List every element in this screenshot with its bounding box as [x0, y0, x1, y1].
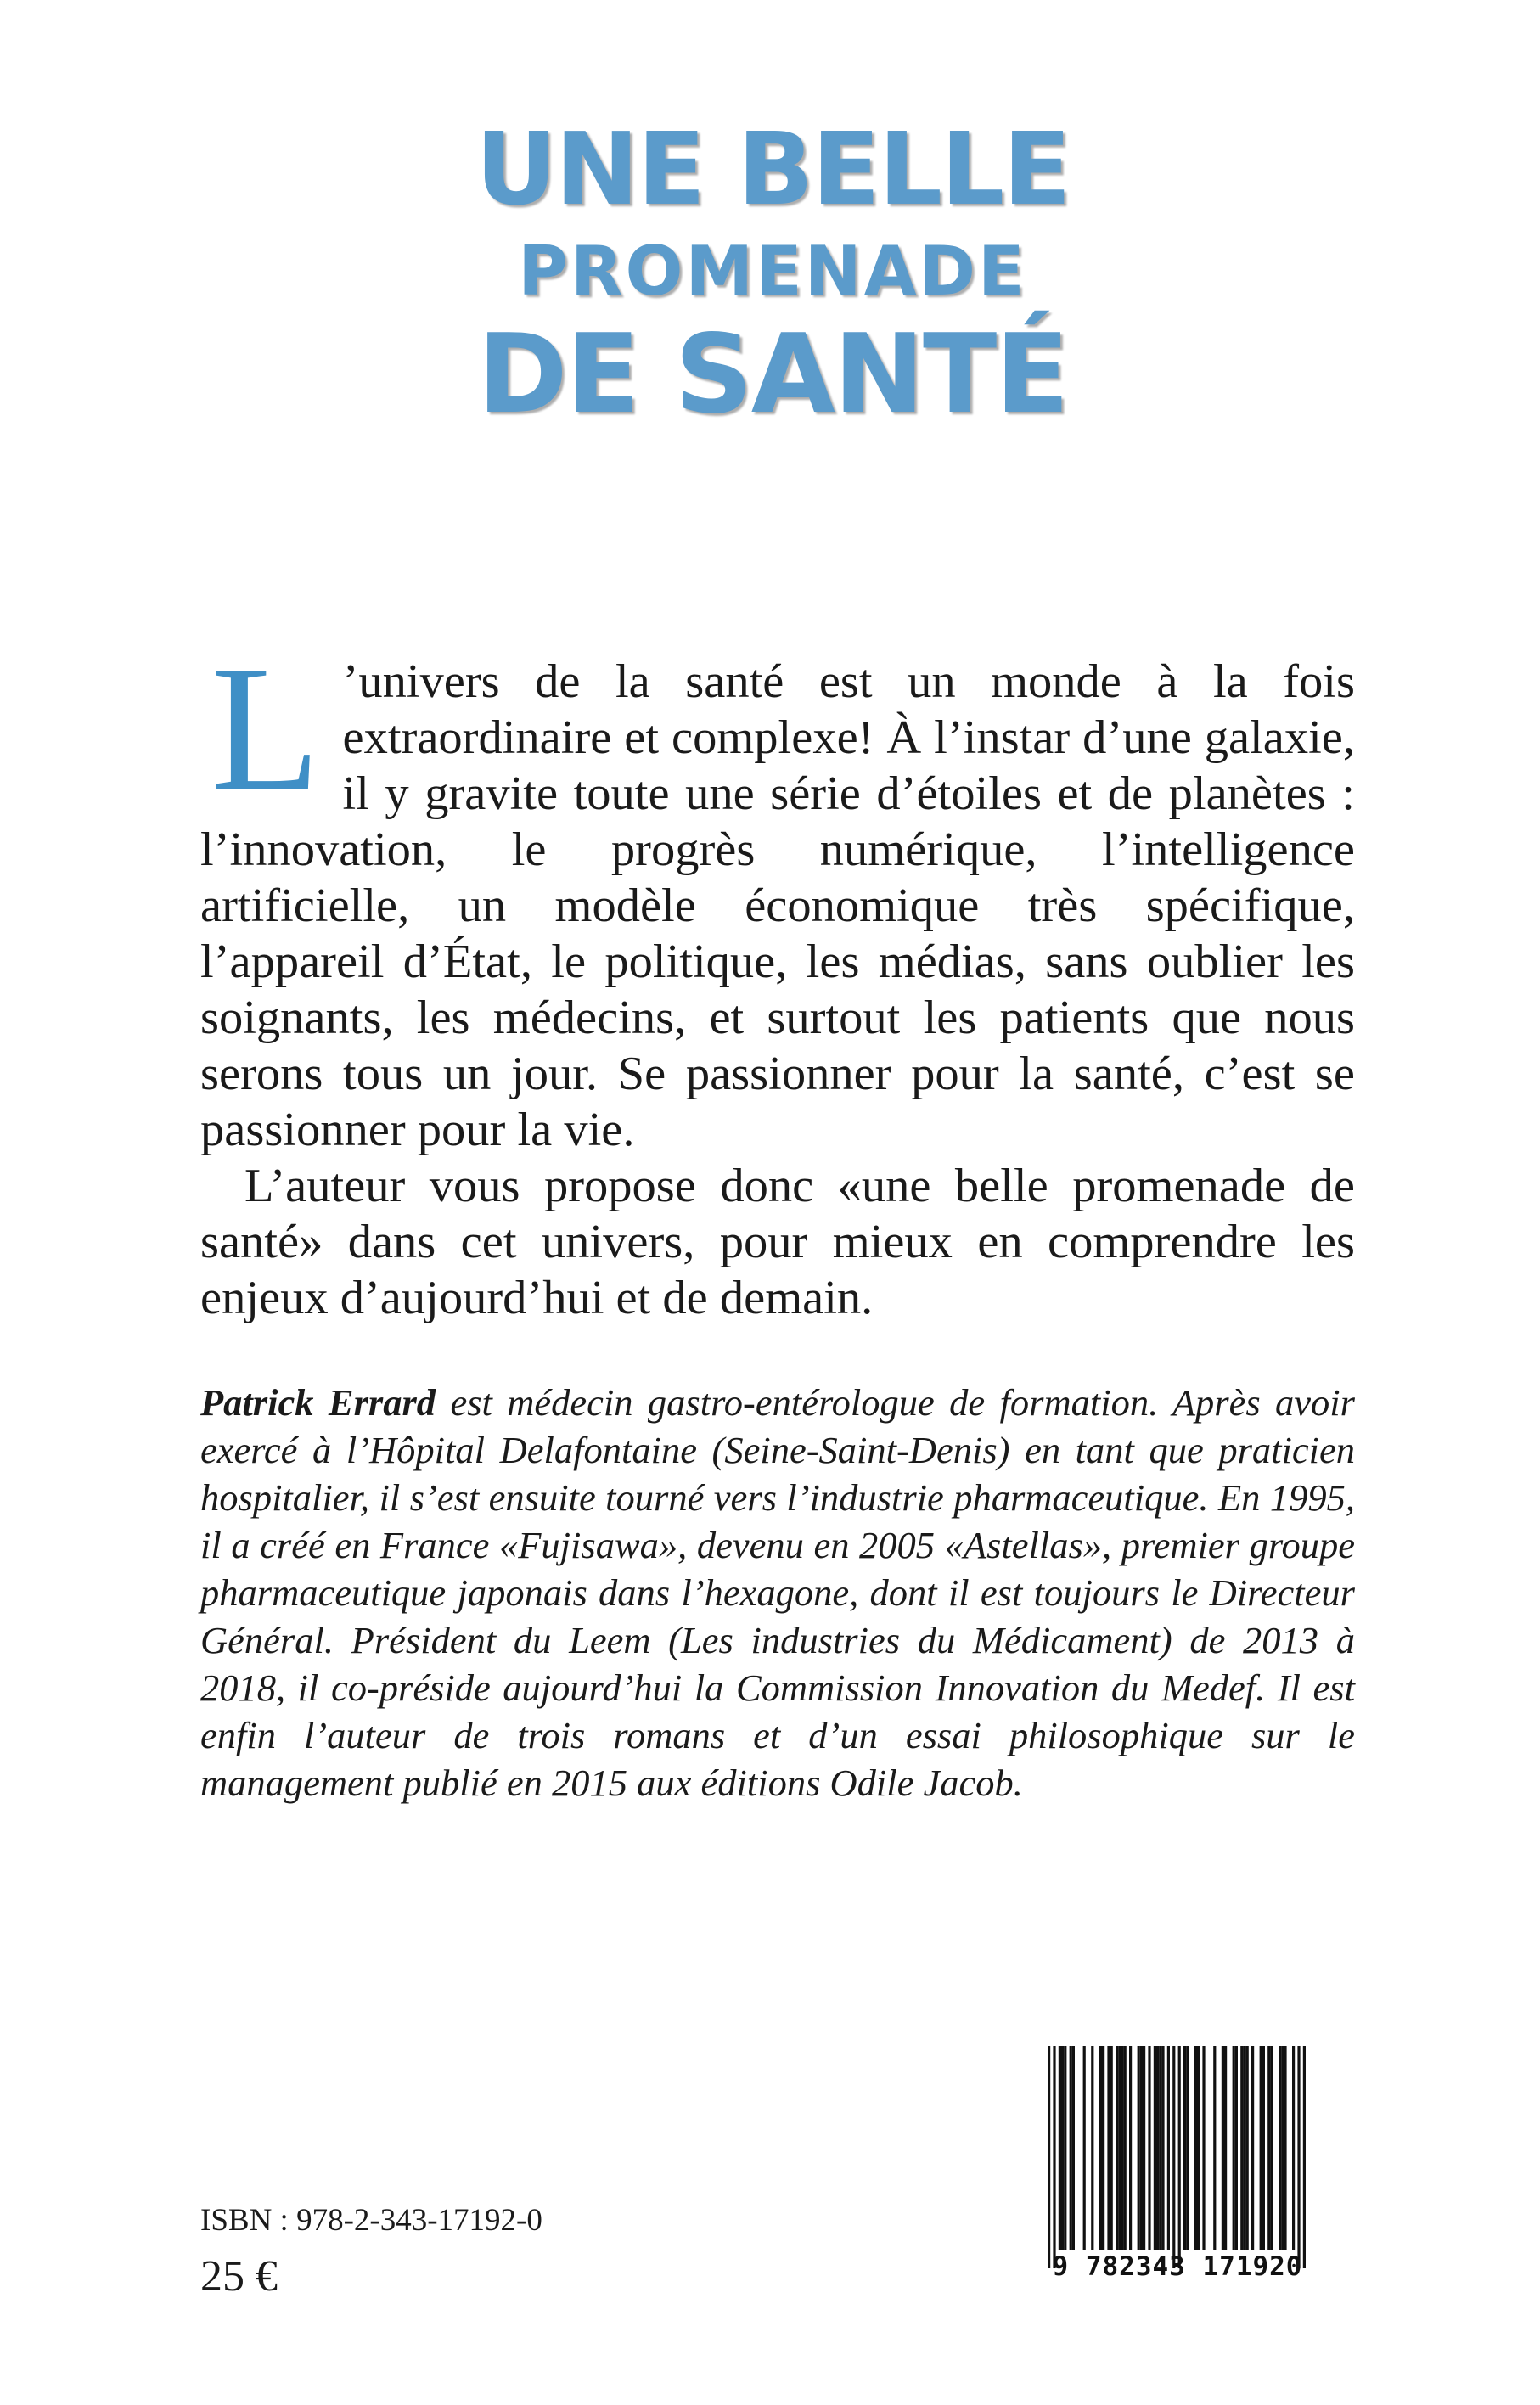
barcode-bar [1102, 2046, 1104, 2250]
barcode [1019, 2039, 1336, 2299]
barcode-bar [1099, 2046, 1102, 2250]
barcode-bar [1161, 2046, 1164, 2250]
barcode-bar [1167, 2046, 1170, 2250]
barcode-bar [1070, 2046, 1072, 2250]
title-line-3: DE SANTÉ [477, 312, 1068, 438]
barcode-bar [1224, 2046, 1227, 2250]
barcode-bar [1053, 2046, 1055, 2268]
book-title [407, 110, 1138, 438]
barcode-bar [1267, 2046, 1270, 2250]
barcode-bar [1186, 2046, 1189, 2250]
barcode-bar [1270, 2046, 1273, 2250]
author-name: Patrick Errard [200, 1381, 436, 1424]
barcode-bar [1183, 2046, 1186, 2250]
barcode-bar [1110, 2046, 1113, 2250]
barcode-bar [1213, 2046, 1216, 2250]
blurb [200, 628, 1355, 1326]
barcode-bar [1159, 2046, 1161, 2250]
barcode-bar [1262, 2046, 1265, 2250]
author-bio-text: est médecin gastro-entérologue de formation. Après avoir exercé à l’Hôpital Delafontaine (Seine-Saint-Denis) en tant que praticien hospitalier, il s’est ensuite tourné vers l’industrie pharmaceutique. En 1995, il a créé en France «Fujisawa», devenu en 2005 «Astellas», premier groupe pharmaceutique japonais dans l’hexagone, dont il est toujours le Directeur Général. Président du Leem (Les industries du Médicament) de 2013 à 2018, il co-préside aujourd’hui la Commission Innovation du Medef. Il est enfin l’auteur de trois romans et d’un essai philosophique sur le management publié en 2015 aux éditions Odile Jacob. [200, 1381, 1355, 1804]
barcode-bar [1279, 2046, 1281, 2250]
barcode-bar [1143, 2046, 1145, 2250]
barcode-bar [1243, 2046, 1245, 2250]
barcode-bar [1154, 2046, 1156, 2250]
barcode-bar [1235, 2046, 1238, 2250]
barcode-bar [1251, 2046, 1254, 2250]
barcode-bar [1281, 2046, 1284, 2250]
title-line-1: UNE BELLE [475, 110, 1070, 228]
barcode-bar [1116, 2046, 1118, 2250]
barcode-bar [1148, 2046, 1150, 2250]
barcode-bar [1091, 2046, 1093, 2250]
barcode-bar [1072, 2046, 1075, 2250]
isbn: ISBN : 978-2-343-17192-0 [200, 2203, 542, 2238]
blurb-paragraph-1 [200, 628, 1355, 1158]
author-bio [200, 1379, 1355, 1807]
barcode-bar [1172, 2046, 1175, 2268]
barcode-bar [1107, 2046, 1110, 2250]
blurb-paragraph-1-text: ’univers de la santé est un monde à la fois extraordinaire et complexe! À l’instar d’une galaxie, il y gravite toute une série d’étoiles et de planètes : l’innovation, le progrès numérique, l’intelligence artificielle, un modèle économique très spécifique, l’appareil d’État, le politique, les médias, sans oublier les soignants, les médecins, et surtout les patients que nous serons tous un jour. Se passionner pour la santé, c’est se passionner pour la vie. [200, 655, 1355, 1156]
barcode-bar [1178, 2046, 1181, 2268]
barcode-bar [1260, 2046, 1262, 2250]
barcode-bar [1156, 2046, 1159, 2250]
barcode-bar [1121, 2046, 1123, 2250]
barcode-bar [1303, 2046, 1306, 2268]
barcode-bar [1222, 2046, 1224, 2250]
barcode-bar [1138, 2046, 1140, 2250]
barcode-bar [1292, 2046, 1295, 2250]
barcode-bar [1202, 2046, 1205, 2250]
barcode-bar [1061, 2046, 1064, 2250]
barcode-bar [1129, 2046, 1132, 2250]
barcode-bar [1246, 2046, 1249, 2250]
barcode-bar [1118, 2046, 1121, 2250]
barcode-bar [1240, 2046, 1243, 2250]
blurb-paragraph-2: L’auteur vous propose donc «une belle promenade de santé» dans cet univers, pour mieux en comprendre les enjeux d’aujourd’hui et de demain. [200, 1160, 1355, 1324]
barcode-bar [1124, 2046, 1127, 2250]
barcode-bar [1083, 2046, 1086, 2250]
title-line-2: PROMENADE [518, 232, 1027, 311]
drop-cap: L [211, 628, 321, 828]
barcode-bar [1233, 2046, 1235, 2250]
barcode-bar [1284, 2046, 1286, 2250]
barcode-bar [1059, 2046, 1061, 2250]
barcode-bar [1297, 2046, 1300, 2268]
barcode-bar [1140, 2046, 1143, 2250]
barcode-digits: 9 782343 171920 [1052, 2251, 1303, 2282]
barcode-bar [1064, 2046, 1066, 2250]
barcode-bar [1197, 2046, 1200, 2250]
barcode-bar [1048, 2046, 1050, 2268]
price: 25 € [200, 2252, 278, 2301]
barcode-bar [1194, 2046, 1197, 2250]
